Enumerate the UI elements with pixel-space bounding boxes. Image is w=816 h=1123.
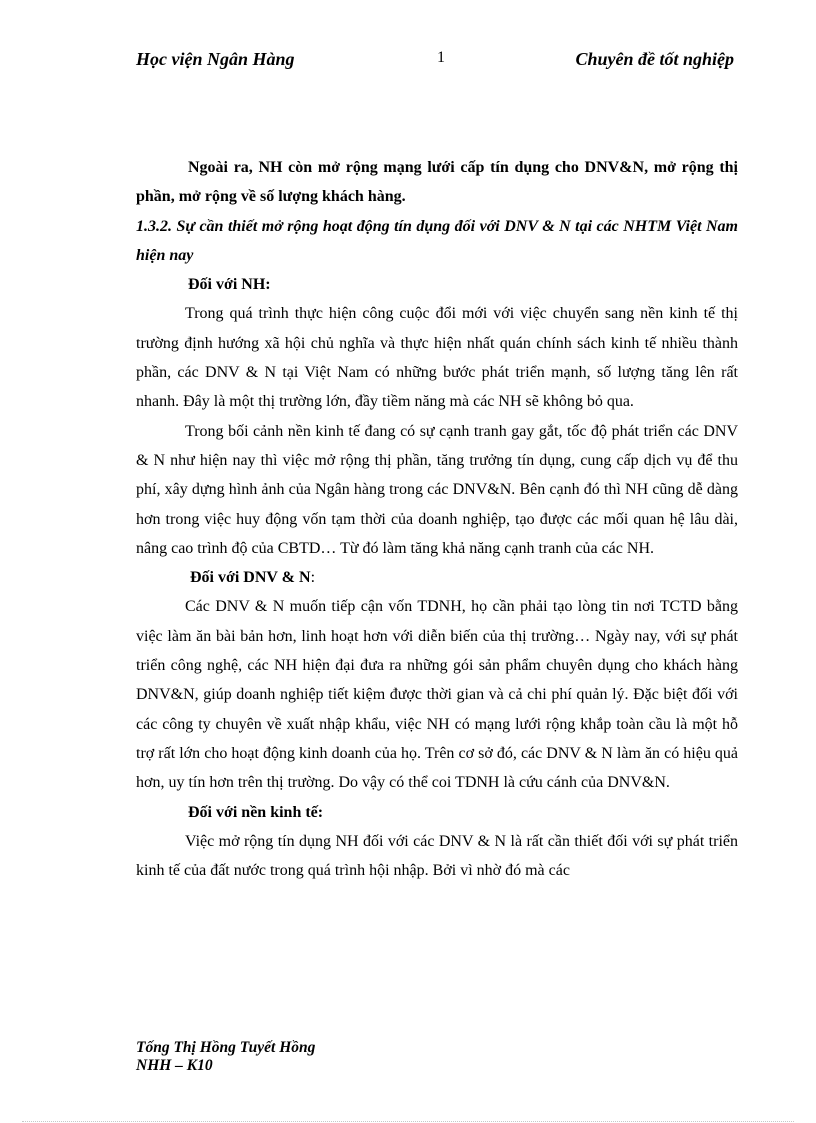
paragraph-bank-2: Trong bối cảnh nền kinh tế đang có sự cạnh tranh gay gắt, tốc độ phát triển các DNV & N như hiện nay thì việc mở rộng thị phần, tăng trưởng tín dụng, cung cấp dịch vụ để thu phí, xây dựng hình ảnh của Ngân hàng trong các DNV&N. Bên cạnh đó thì NH cũng dễ dàng hơn trong việc huy động vốn tạm thời của doanh nghiệp, tạo được các mối quan hệ lâu dài, nâng cao trình độ của CBTD… Từ đó làm tăng khả năng cạnh tranh của các NH. <box>136 422 738 557</box>
subheading-economy: Đối với nền kinh tế: <box>188 803 324 821</box>
paragraph-sme-1: Các DNV & N muốn tiếp cận vốn TDNH, họ cần phải tạo lòng tin nơi TCTD bằng việc làm ăn bài bản hơn, linh hoạt hơn với diễn biến của thị trường… Ngày nay, với sự phát triển công nghệ, các NH hiện đại đưa ra những gói sản phẩm chuyên dụng cho khách hàng DNV&N, giúp doanh nghiệp tiết kiệm được thời gian và cả chi phí quản lý. Đặc biệt đối với các công ty chuyên về xuất nhập khẩu, việc NH có mạng lưới rộng khắp toàn cầu là một hỗ trợ rất lớn cho hoạt động kinh doanh của họ. Trên cơ sở đó, các DNV & N làm ăn có hiệu quả hơn, uy tín hơn trên thị trường. Do vậy có thể coi TDNH là cứu cánh của DNV&N. <box>136 598 738 792</box>
intro-paragraph: Ngoài ra, NH còn mở rộng mạng lưới cấp tín dụng cho DNV&N, mở rộng thị phần, mở rộng về số lượng khách hàng. <box>136 159 738 206</box>
section-heading: 1.3.2. Sự cần thiết mở rộng hoạt động tín dụng đối với DNV & N tại các NHTM Việt Nam hiện nay <box>136 217 738 264</box>
subheading-sme <box>136 563 738 592</box>
header-document-type: Chuyên đề tốt nghiệp <box>575 49 734 69</box>
page-footer <box>136 1039 315 1075</box>
footer-author: Tống Thị Hồng Tuyết Hồng <box>136 1039 316 1056</box>
subheading-bank: Đối với NH: <box>188 276 271 294</box>
paragraph-economy-1: Việc mở rộng tín dụng NH đối với các DNV & N là rất cần thiết đối với sự phát triển kinh tế của đất nước trong quá trình hội nhập. Bởi vì nhờ đó mà các <box>136 832 738 880</box>
subheading-sme-text: Đối với DNV & N <box>190 569 311 587</box>
subheading-sme-colon: : <box>310 569 316 587</box>
page-number: 1 <box>437 49 445 66</box>
paragraph-bank-1: Trong quá trình thực hiện công cuộc đổi mới với việc chuyển sang nền kinh tế thị trường định hướng xã hội chủ nghĩa và thực hiện nhất quán chính sách kinh tế nhiều thành phần, các DNV & N tại Việt Nam có những bước phát triển mạnh, số lượng tăng lên rất nhanh. Đây là một thị trường lớn, đầy tiềm năng mà các NH sẽ không bỏ qua. <box>136 305 738 411</box>
page-bottom-divider <box>22 1121 794 1122</box>
document-body <box>136 153 738 885</box>
page-header <box>136 49 734 73</box>
header-institution: Học viện Ngân Hàng <box>136 49 295 69</box>
footer-class: NHH – K10 <box>136 1057 213 1074</box>
